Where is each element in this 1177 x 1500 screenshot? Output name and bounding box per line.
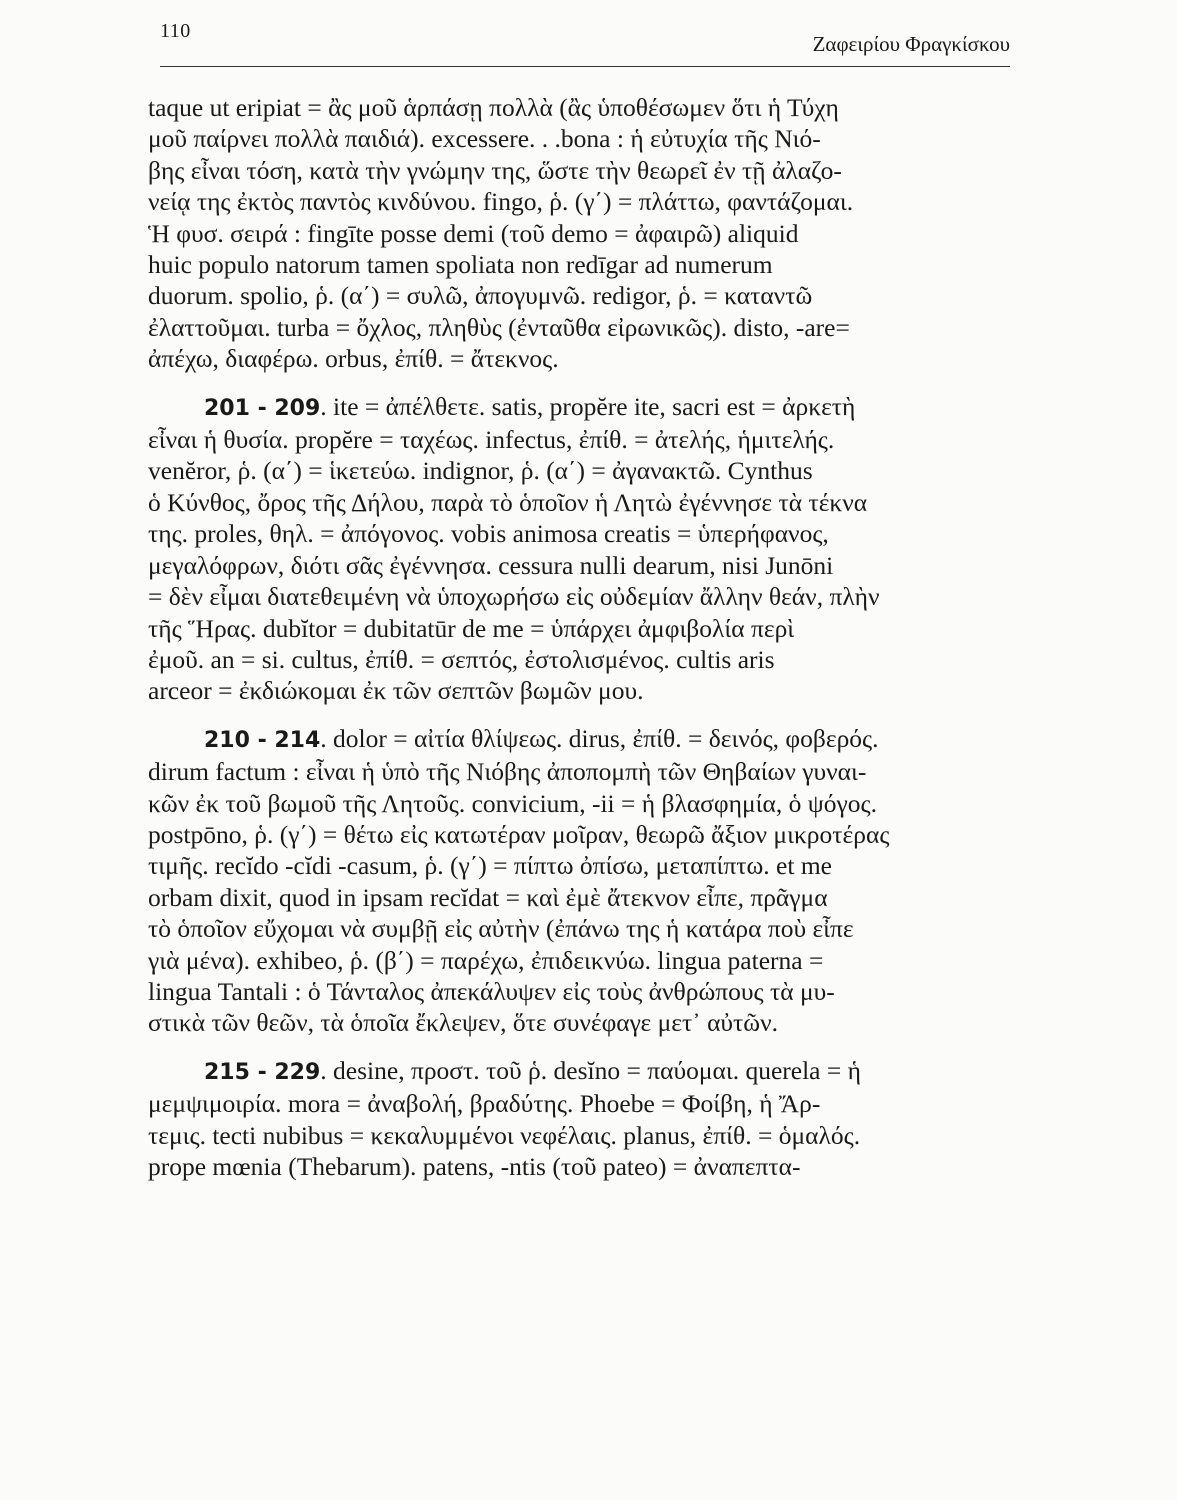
- text-line: [148, 391, 988, 424]
- text-line: βης εἶναι τόση, κατὰ τὴν γνώμην της, ὥστε τὴν θεωρεῖ ἐν τῇ ἀλαζο-: [148, 155, 842, 185]
- text-line: της. proles, θηλ. = ἀπόγονος. vobis animosa creatis = ὑπερήφανος,: [148, 519, 829, 549]
- page-header: [160, 20, 1010, 60]
- text-line: νείᾳ της ἐκτὸς παντὸς κινδύνου. fingo, ῥ. (γ΄) = πλάττω, φαντάζομαι.: [148, 187, 854, 217]
- text-line: = δὲν εἶμαι διατεθειμένη νὰ ὑποχωρήσω εἰς οὐδεμίαν ἄλλην θεάν, πλὴν: [148, 582, 880, 612]
- text-run: . dolor = αἰτία θλίψεως. dirus, ἐπίθ. = δεινός, φοβερός.: [320, 723, 879, 753]
- text-line: huic populo natorum tamen spoliata non redīgar ad numerum: [148, 250, 773, 280]
- text-line: dirum factum : εἶναι ἡ ὑπὸ τῆς Νιόβης ἀποπομπὴ τῶν Θηβαίων γυναι-: [148, 757, 867, 787]
- text-run: . desine, προστ. τοῦ ῥ. desĭno = παύομαι. querela = ἡ: [320, 1055, 861, 1085]
- text-line: τιμῆς. recĭdo -cĭdi -casum, ῥ. (γ΄) = πίπτω ὀπίσω, μεταπίπτω. et me: [148, 851, 832, 881]
- text-line: κῶν ἐκ τοῦ βωμοῦ τῆς Λητοῦς. convicium, -ii = ἡ βλασφημία, ὁ ψόγος.: [148, 788, 877, 818]
- text-line: ὁ Κύνθος, ὄρος τῆς Δήλου, παρὰ τὸ ὁποῖον ἡ Λητὼ ἐγέννησε τὰ τέκνα: [148, 487, 868, 517]
- text-line: venĕror, ῥ. (α΄) = ἱκετεύω. indignor, ῥ. (α΄) = ἀγανακτῶ. Cynthus: [148, 456, 813, 486]
- text-line: duorum. spolio, ῥ. (α΄) = συλῶ, ἀπογυμνῶ. redigor, ῥ. = καταντῶ: [148, 281, 813, 311]
- text-line: τὸ ὁποῖον εὔχομαι νὰ συμβῇ εἰς αὐτὴν (ἐπάνω της ἡ κατάρα ποὺ εἶπε: [148, 914, 854, 944]
- section-210-214: [148, 723, 988, 1039]
- section-201-209: [148, 391, 988, 707]
- text-line: lingua Tantali : ὁ Τάνταλος ἀπεκάλυψεν εἰς τοὺς ἀνθρώπους τὰ μυ-: [148, 976, 835, 1006]
- page-number: 110: [160, 20, 191, 42]
- text-line: μοῦ παίρνει πολλὰ παιδιά). excessere. . .bona : ἡ εὐτυχία τῆς Νιό-: [148, 124, 821, 154]
- body-text: [148, 92, 988, 1182]
- text-line: εἶναι ἡ θυσία. propĕre = ταχέως. infectus, ἐπίθ. = ἀτελής, ἡμιτελής.: [148, 425, 835, 455]
- verse-reference: 201 - 209: [204, 395, 321, 421]
- intro-paragraph: [148, 92, 988, 375]
- text-line: postpōno, ῥ. (γ΄) = θέτω εἰς κατωτέραν μοῖραν, θεωρῶ ἄξιον μικροτέρας: [148, 819, 890, 849]
- text-line: στικὰ τῶν θεῶν, τὰ ὁποῖα ἔκλεψεν, ὅτε συνέφαγε μετ᾿ αὐτῶν.: [148, 1008, 778, 1038]
- text-line: ἐλαττοῦμαι. turba = ὄχλος, πληθὺς (ἐνταῦθα εἰρωνικῶς). disto, -are=: [148, 312, 850, 342]
- verse-reference: 215 - 229: [204, 1059, 321, 1085]
- text-line: μεγαλόφρων, διότι σᾶς ἐγέννησα. cessura nulli dearum, nisi Junōni: [148, 550, 834, 580]
- text-line: prope mœnia (Thebarum). patens, -ntis (τοῦ pateo) = ἀναπεπτα-: [148, 1152, 801, 1181]
- text-line: [148, 723, 988, 756]
- text-line: τεμις. tecti nubibus = κεκαλυμμένοι νεφέλαις. planus, ἐπίθ. = ὁμαλός.: [148, 1120, 861, 1150]
- text-line: [148, 1055, 988, 1088]
- header-rule: [160, 66, 1010, 67]
- text-run: . ite = ἀπέλθετε. satis, propĕre ite, sacri est = ἀρκετὴ: [320, 391, 856, 421]
- text-line: ἐμοῦ. an = si. cultus, ἐπίθ. = σεπτός, ἐστολισμένος. cultis aris: [148, 644, 775, 674]
- text-line: taque ut eripiat = ἂς μοῦ ἁρπάσῃ πολλὰ (ἂς ὑποθέσωμεν ὅτι ἡ Τύχη: [148, 93, 839, 122]
- text-line: γιὰ μένα). exhibeo, ῥ. (β΄) = παρέχω, ἐπιδεικνύω. lingua paterna =: [148, 945, 824, 975]
- text-line: μεμψιμοιρία. mora = ἀναβολή, βραδύτης. Phoebe = Φοίβη, ἡ Ἄρ-: [148, 1089, 821, 1119]
- section-215-229: [148, 1055, 988, 1183]
- running-head: Ζαφειρίου Φραγκίσκου: [812, 32, 1010, 56]
- text-line: ἀπέχω, διαφέρω. orbus, ἐπίθ. = ἄτεκνος.: [148, 344, 559, 374]
- text-line: orbam dixit, quod in ipsam recĭdat = καὶ ἐμὲ ἄτεκνον εἶπε, πρᾶγμα: [148, 882, 828, 912]
- text-line: arceor = ἐκδιώκομαι ἐκ τῶν σεπτῶν βωμῶν μου.: [148, 676, 644, 706]
- text-line: Ἡ φυσ. σειρά : fingīte posse demi (τοῦ demo = ἀφαιρῶ) aliquid: [148, 218, 799, 248]
- verse-reference: 210 - 214: [204, 727, 321, 753]
- text-line: τῆς Ἥρας. dubĭtor = dubitatūr de me = ὑπάρχει ἀμφιβολία περὶ: [148, 613, 795, 643]
